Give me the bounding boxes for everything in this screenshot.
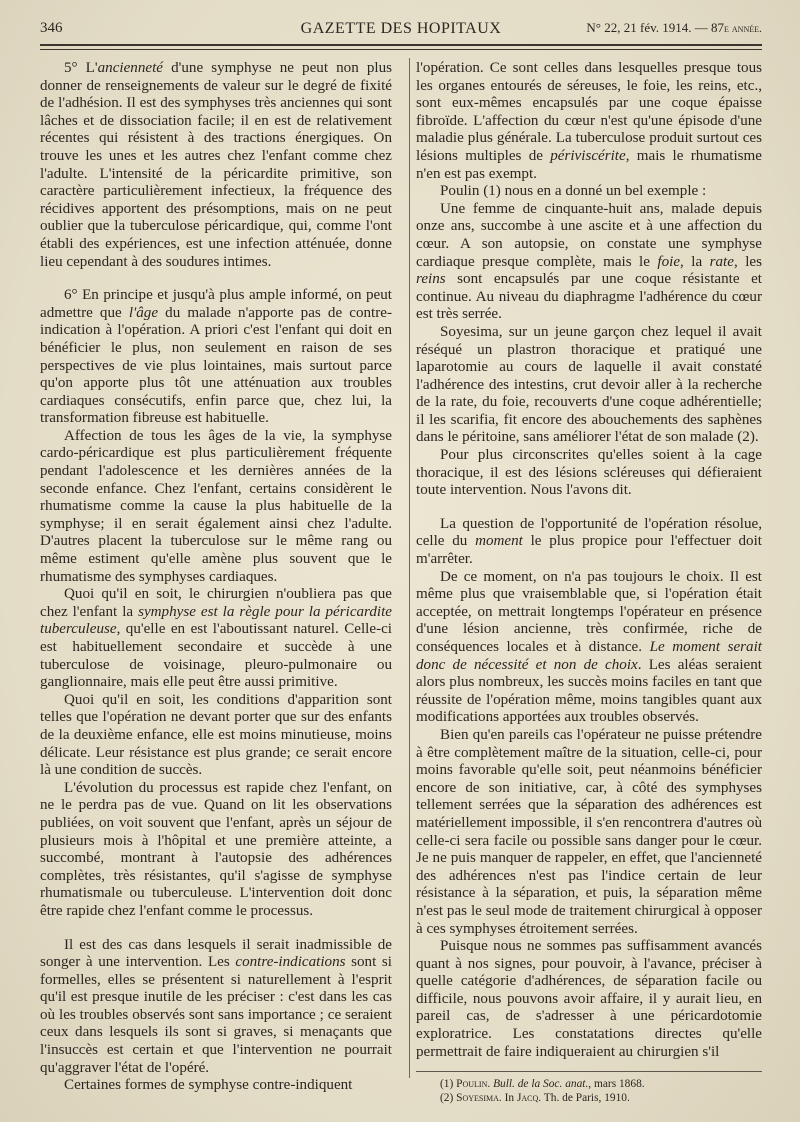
- issue-year: e année.: [724, 21, 762, 35]
- column-divider: [409, 58, 410, 1078]
- left-column: [40, 60, 392, 1095]
- page-header: [40, 20, 762, 42]
- paragraph-conditions: Quoi qu'il en soit, les conditions d'apparition sont telles que l'opération ne devant porter que sur des enfants de la deuxième enfance, elle est moins minutieuse, moins délicate. Leur résistance est plus grande; ce serait encore là une condition de succès.: [40, 691, 392, 779]
- journal-title: GAZETTE DES HOPITAUX: [300, 20, 502, 37]
- paragraph-circonscrites: Pour plus circonscrites qu'elles soient à la cage thoracique, il est des lésions scléreuses qui défieraient toute intervention. Nous l'avons dit.: [416, 447, 762, 499]
- paragraph-affection: Affection de tous les âges de la vie, la symphyse cardo-péricardique est plus particulièrement fréquente pendant l'adolescence et les dernières années de la seconde enfance. Chez l'enfant, certains considèrent le rhumatisme comme la cause la plus habituelle de la symphyse; il en serait également ainsi chez l'adulte. D'autres placent la tuberculose sur le même rang ou même estiment qu'elle amène plus souvent que le rhumatisme des symphyses cardiaques.: [40, 427, 392, 585]
- footnote-2: (2) Soyesima. In Jacq. Th. de Paris, 1910.: [440, 1092, 630, 1105]
- page-number: 346: [40, 20, 63, 36]
- footnote-rule: [416, 1071, 762, 1072]
- header-rule-thin: [40, 49, 762, 50]
- issue-date: N° 22, 21 fév. 1914. — 87: [586, 20, 724, 35]
- paragraph-operation: l'opération. Ce sont celles dans lesquelles presque tous les organes entourés de séreuses, le foie, les reins, etc., sont eux-mêmes encapsulés par une coque épaisse fibroïde. L'affection du cœur n'est qu'une épisode d'une maladie plus générale. La tuberculose produit surtout ces lésions multiples de périviscérite, mais le rhumatisme n'en est pas exempt.: [416, 60, 762, 182]
- paragraph-opportunite: La question de l'opportunité de l'opération résolue, celle du moment le plus propice pour l'effectuer doit m'arrêter.: [416, 515, 762, 568]
- footnote-1: (1) Poulin. Bull. de la Soc. anat., mars 1868.: [440, 1078, 645, 1091]
- paragraph-anciennete: 5° L'ancienneté d'une symphyse ne peut non plus donner de renseignements de valeur sur le degré de fixité de l'adhésion. Il est des symphyses très anciennes qui sont lâches et de dissociation facile; il en est de relativement récentes qui résistent à des tractions énergiques. On trouve les unes et les autres chez l'enfant comme chez l'adulte. L'intensité de la péricardite primitive, son caractère particulièrement infectieux, la fréquence des récidives apportent des présomptions, mais on ne peut oublier que la tuberculose péricardique, qui, comme l'ont établi des expériences, est une infection atténuée, donne lieu cependant à des soudures intimes.: [40, 60, 392, 270]
- paragraph-formes: Certaines formes de symphyse contre-indiquent: [64, 1077, 353, 1094]
- paragraph-operateur: Bien qu'en pareils cas l'opérateur ne puisse prétendre à être complètement maître de la situation, celle-ci, pour moins favorable qu'elle soit, peut néanmoins bénéficier encore de son initiative, car, à côté des symphyses tellement serrées que la séparation des adhérences est matériellement impossible, il s'en rencontrera d'autres où celle-ci sera facile ou possible sans danger pour le cœur. Je ne puis manquer de rappeler, en effet, que l'ancienneté des adhérences n'est pas l'indice certain de leur résistance à la séparation, et puis, la séparation même n'est pas le seul mode de traitement chirurgical à opposer à ces symphyses étroitement serrées.: [416, 726, 762, 937]
- paragraph-evolution: L'évolution du processus est rapide chez l'enfant, on ne le perdra pas de vue. Quand on lit les observations publiées, on voit souvent que l'enfant, après un séjour de plusieurs mois à l'hôpital et une première atteinte, a succombé, montrant à l'autopsie des adhérences complètes, très résistantes, qu'il s'agisse de symphyse rhumatismale ou tuberculeuse. L'intervention doit donc être rapide chez l'enfant comme le processus.: [40, 779, 392, 919]
- issue-info: [586, 20, 762, 36]
- paragraph-contre-indications: Il est des cas dans lesquels il serait inadmissible de songer à une intervention. Les contre-indications sont si formelles, elles se présentent si naturellement à l'esprit qu'il est presque inutile de les préciser : c'est dans les cas où les troubles observés sont sans importance ; ce seraient ceux dans lesquels ils sont si graves, si menaçants que l'insuccès est certain et que l'intervention ne pourrait qu'aggraver l'état de l'opéré.: [40, 936, 392, 1076]
- header-rule-thick: [40, 44, 762, 46]
- paragraph-soyesima: Soyesima, sur un jeune garçon chez lequel il avait réséqué un plastron thoracique et pratiqué une laparotomie au cours de laquelle il avait constaté l'adhérence des intestins, crut devoir aller à la recherche de la rate, du foie, recouverts d'une coque adhérentielle; il les scarifia, fit encore des abouchements des saphènes dans le péritoine, sans améliorer l'état de son malade (2).: [416, 323, 762, 446]
- paragraph-chirurgien: Quoi qu'il en soit, le chirurgien n'oubliera pas que chez l'enfant la symphyse est la règle pour la péricardite tuberculeuse, qu'elle en est l'aboutissant naturel. Celle-ci est habituellement secondaire et succède à une tuberculose de voisinage, pleuro-pulmonaire ou ganglionnaire, mais elle peut être aussi primitive.: [40, 586, 393, 691]
- right-column: [416, 60, 762, 1105]
- paragraph-signes: Puisque nous ne sommes pas suffisamment avancés quant à nos signes, pour pouvoir, à l'avance, préciser à quelle catégorie d'adhérences, de séparation facile ou difficile, nous pouvons avoir affaire, il y aurait lieu, en pareil cas, de s'adresser à une péricardotomie exploratrice. Les constatations directes qu'elle permettrait de faire indiqueraient au chirurgien s'il: [416, 938, 762, 1060]
- paragraph-observation: Une femme de cinquante-huit ans, malade depuis onze ans, succombe à une ascite et à une affection du cœur. A son autopsie, on constate une symphyse cardiaque presque complète, mais le foie, la rate, les reins sont encapsulés par une coque résistante et continue. Au niveau du diaphragme l'adhérence du cœur est très serrée.: [416, 200, 762, 323]
- paragraph-moment: De ce moment, on n'a pas toujours le choix. Il est même plus que vraisemblable que, si l'opération était acceptée, on mettrait longtemps l'opérateur en présence d'une lésion ancienne, très confirmée, riche de conséquences locales et à distance. Le moment serait donc de nécessité et non de choix. Les aléas seraient alors plus nombreux, les succès moins faciles en tant que réussite de l'opération même, moins tangibles quant aux modifications apportées aux troubles observés.: [416, 568, 762, 726]
- paragraph-age: 6° En principe et jusqu'à plus ample informé, on peut admettre que l'âge du malade n'apporte pas de contre-indication à l'opération. A priori c'est l'enfant qui doit en bénéficier le plus, non seulement en raison de ses perspectives de vie plus lointaines, mais surtout parce qu'on apporte plus tôt une atténuation aux troubles cardiaques consécutifs, enfin parce que, chez lui, la transformation fibreuse est habituelle.: [40, 287, 392, 427]
- paragraph-poulin: Poulin (1) nous en a donné un bel exemple :: [440, 183, 707, 200]
